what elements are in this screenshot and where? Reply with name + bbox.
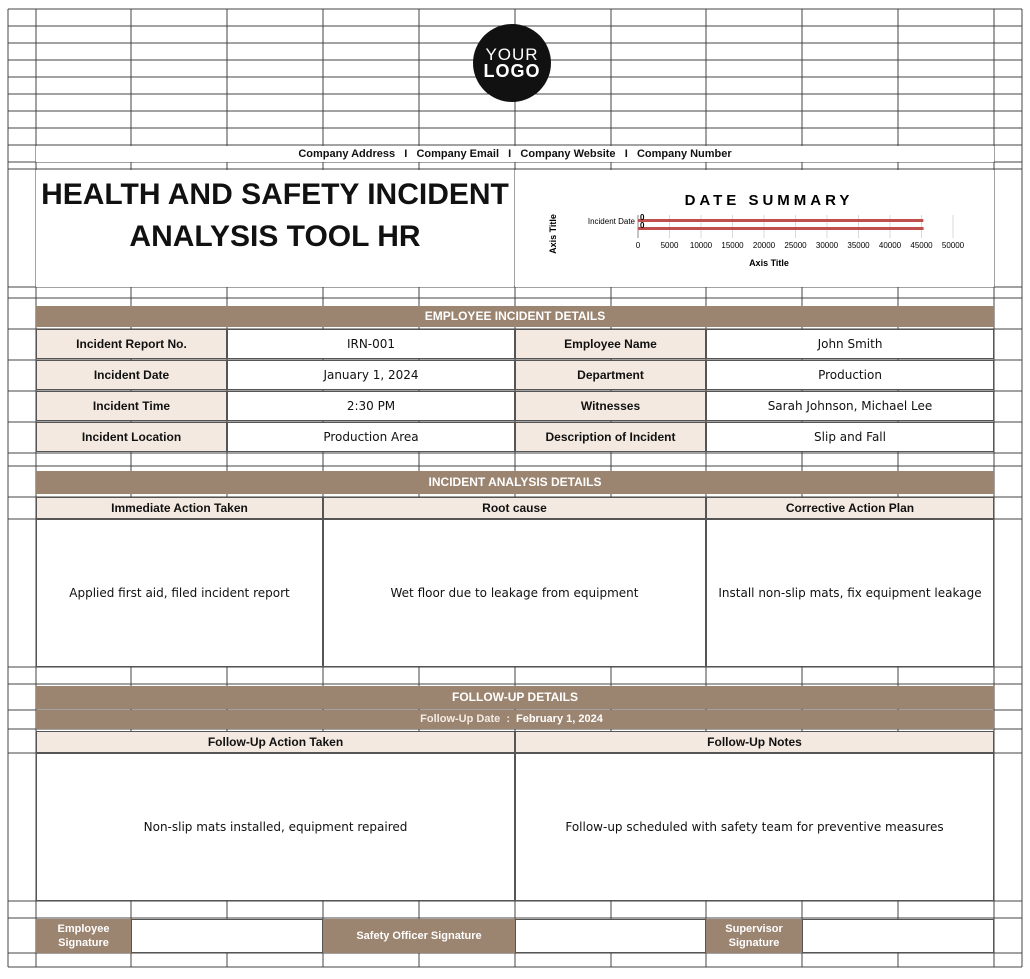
department-value[interactable]: Production [706, 360, 994, 390]
chart-x-tick-label: 40000 [878, 241, 902, 250]
chart-plot-area [588, 213, 965, 250]
supervisor-signature-label: Supervisor Signature [706, 919, 802, 953]
logo-line-1: YOUR [485, 45, 539, 64]
followup-date-value[interactable]: February 1, 2024 [516, 713, 603, 725]
corrective-action-label: Corrective Action Plan [706, 497, 994, 519]
employee-section-header: EMPLOYEE INCIDENT DETAILS [36, 306, 994, 327]
department-label: Department [515, 360, 706, 390]
incident-report-no-label: Incident Report No. [36, 329, 227, 359]
followup-action-label: Follow-Up Action Taken [36, 731, 515, 753]
date-summary-chart [515, 170, 994, 287]
root-cause-label: Root cause [323, 497, 706, 519]
company-contact-line: Company Address I Company Email I Company Website I Company Number [36, 146, 994, 162]
chart-bar [638, 227, 924, 230]
followup-section-header: FOLLOW-UP DETAILS [36, 686, 994, 709]
followup-date-label: Follow-Up Date : [420, 713, 510, 725]
page-title: HEALTH AND SAFETY INCIDENT ANALYSIS TOOL HR [41, 178, 509, 253]
immediate-action-label: Immediate Action Taken [36, 497, 323, 519]
witnesses-value[interactable]: Sarah Johnson, Michael Lee [706, 391, 994, 421]
safety-officer-signature-field[interactable] [515, 919, 706, 953]
title-box [36, 170, 514, 287]
followup-date-row [36, 710, 994, 729]
chart-data-label: 0 [640, 213, 645, 222]
chart-x-tick-label: 25000 [784, 241, 807, 250]
followup-action-value[interactable]: Non-slip mats installed, equipment repaired [36, 753, 515, 901]
followup-notes-value[interactable]: Follow-up scheduled with safety team for preventive measures [515, 753, 994, 901]
chart-x-tick-label: 10000 [689, 241, 713, 250]
incident-location-label: Incident Location [36, 422, 227, 452]
logo-line-2: LOGO [483, 61, 541, 81]
chart-x-tick-label: 35000 [847, 241, 870, 250]
analysis-section-header: INCIDENT ANALYSIS DETAILS [36, 471, 994, 494]
chart-y-axis-title: Axis Title [548, 214, 558, 254]
supervisor-signature-field[interactable] [802, 919, 994, 953]
incident-time-value[interactable]: 2:30 PM [227, 391, 515, 421]
chart-x-axis-title: Axis Title [749, 258, 789, 268]
chart-bar [638, 219, 923, 222]
employee-signature-label: Employee Signature [36, 919, 131, 953]
employee-signature-field[interactable] [131, 919, 323, 953]
chart-x-tick-label: 15000 [721, 241, 744, 250]
immediate-action-value[interactable]: Applied first aid, filed incident report [36, 519, 323, 667]
incident-date-label: Incident Date [36, 360, 227, 390]
chart-x-tick-label: 50000 [941, 241, 965, 250]
chart-x-tick-label: 45000 [910, 241, 933, 250]
chart-x-tick-label: 30000 [815, 241, 839, 250]
description-label: Description of Incident [515, 422, 706, 452]
chart-x-tick-label: 5000 [660, 241, 679, 250]
incident-time-label: Incident Time [36, 391, 227, 421]
corrective-action-value[interactable]: Install non-slip mats, fix equipment leakage [706, 519, 994, 667]
employee-name-label: Employee Name [515, 329, 706, 359]
chart-title: DATE SUMMARY [684, 192, 854, 209]
employee-name-value[interactable]: John Smith [706, 329, 994, 359]
safety-officer-signature-label: Safety Officer Signature [323, 919, 515, 953]
company-logo [473, 24, 551, 102]
chart-x-tick-label: 20000 [752, 241, 776, 250]
incident-location-value[interactable]: Production Area [227, 422, 515, 452]
root-cause-value[interactable]: Wet floor due to leakage from equipment [323, 519, 706, 667]
followup-notes-label: Follow-Up Notes [515, 731, 994, 753]
chart-category-label: Incident Date [587, 217, 635, 226]
date-summary-chart-box [515, 170, 994, 287]
chart-x-tick-label: 0 [635, 241, 641, 250]
witnesses-label: Witnesses [515, 391, 706, 421]
chart-data-label: 0 [640, 221, 645, 230]
incident-report-no-value[interactable]: IRN-001 [227, 329, 515, 359]
description-value[interactable]: Slip and Fall [706, 422, 994, 452]
incident-date-value[interactable]: January 1, 2024 [227, 360, 515, 390]
